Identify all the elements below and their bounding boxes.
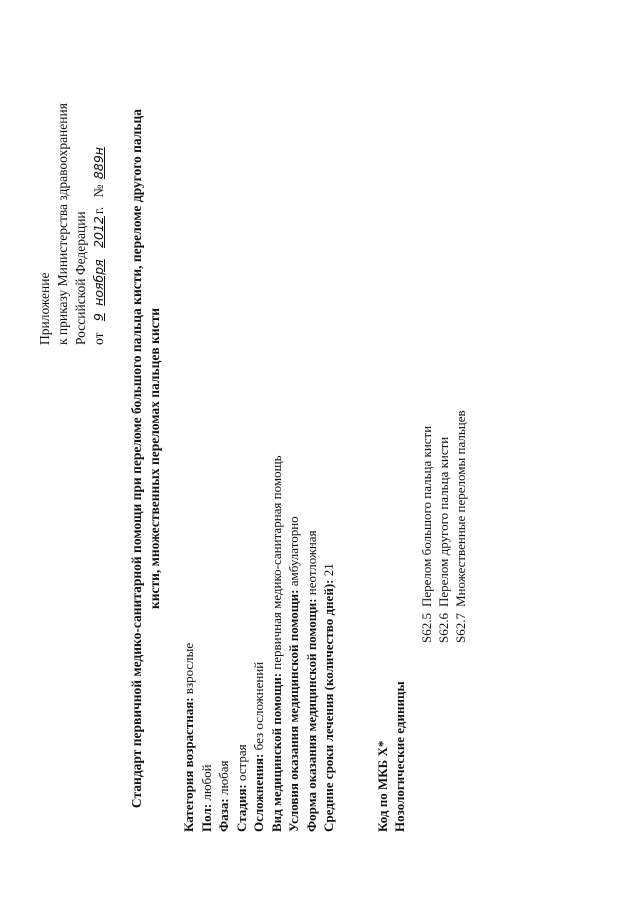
mkb-item bbox=[420, 426, 433, 643]
mkb-item-code: S62.5 bbox=[419, 613, 434, 643]
appendix-order-line: к приказу Министерства здравоохранения bbox=[55, 103, 70, 345]
param-age-category: Категория возрастная: взрослые bbox=[181, 642, 196, 832]
date-year: 2012 bbox=[91, 216, 106, 248]
param-stage: Стадия: острая bbox=[234, 744, 249, 832]
mkb-item-code: S62.6 bbox=[436, 613, 451, 643]
date-year-suffix: г. bbox=[91, 206, 106, 215]
appendix-country-line: Российской Федерации bbox=[73, 211, 88, 345]
standard-title-line-2: кисти, множественных переломах пальцев кисти bbox=[147, 307, 162, 610]
nosological-units-label: Нозологические единицы bbox=[392, 681, 407, 832]
date-month: ноября bbox=[91, 259, 106, 306]
standard-title-line-1: Стандарт первичной медико-санитарной помощи при переломе большого пальца кисти, переломе другого пальца bbox=[129, 108, 144, 809]
param-care-conditions: Условия оказания медицинской помощи: амбулаторно bbox=[286, 516, 301, 832]
appendix-heading: Приложение bbox=[37, 272, 52, 345]
param-phase: Фаза: любая bbox=[216, 760, 231, 832]
param-care-form: Форма оказания медицинской помощи: неотложная bbox=[304, 530, 319, 832]
param-care-type: Вид медицинской помощи: первичная медико-санитарная помощь bbox=[269, 455, 284, 832]
mkb-item bbox=[454, 410, 467, 643]
date-prefix: от bbox=[91, 332, 106, 345]
date-day: 9 bbox=[91, 313, 106, 322]
param-treatment-duration: Средние сроки лечения (количество дней): 21 bbox=[321, 563, 336, 832]
number-prefix: № bbox=[91, 184, 106, 198]
param-complications: Осложнения: без осложнений bbox=[251, 661, 266, 832]
mkb-item-name: Множественные переломы пальцев bbox=[453, 410, 468, 607]
param-sex: Пол: любой bbox=[199, 764, 214, 832]
appendix-date-line bbox=[92, 145, 106, 345]
mkb-item bbox=[437, 437, 450, 643]
mkb-item-code: S62.7 bbox=[453, 613, 468, 643]
mkb-item-name: Перелом большого пальца кисти bbox=[419, 425, 434, 607]
mkb-item-name: Перелом другого пальца кисти bbox=[436, 436, 451, 607]
mkb-code-label: Код по МКБ X* bbox=[375, 740, 390, 832]
order-number: 889н bbox=[91, 147, 106, 180]
